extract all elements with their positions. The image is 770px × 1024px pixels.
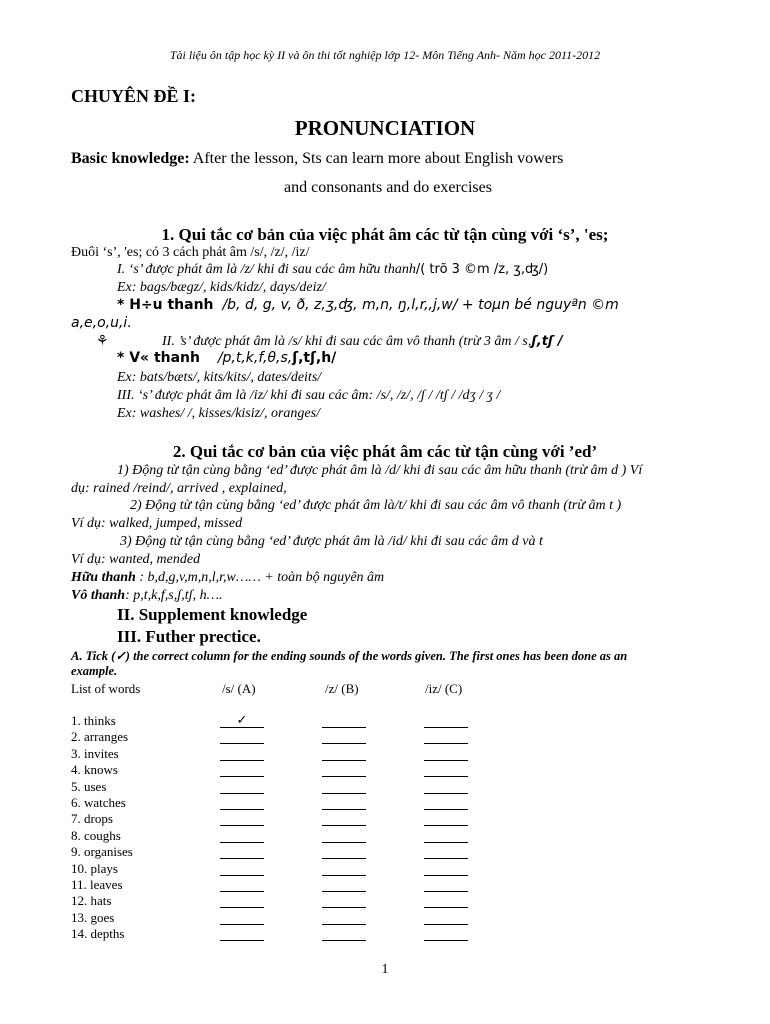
s1-rule-1-text: I. ‘s’ được phát âm là /z/ khi đi sau các âm hữu thanh [117, 262, 416, 277]
answer-blank-c[interactable] [424, 832, 468, 843]
word-item: 12. hats [71, 893, 112, 909]
answer-blank-b[interactable] [322, 815, 366, 826]
word-item: 4. knows [71, 762, 118, 778]
answer-blank-a[interactable] [220, 783, 264, 794]
word-item: 13. goes [71, 909, 115, 925]
voiceless-label: * V« thanh [117, 350, 200, 366]
s1-voiced-line [117, 297, 619, 313]
s1-example-2: Ex: bats/bæts/, kits/kits/, dates/deits/ [117, 370, 322, 385]
voiced-summary-label: Hữu thanh [71, 570, 136, 585]
answer-blank-a[interactable] [220, 766, 264, 777]
answer-blank-b[interactable] [322, 865, 366, 876]
answer-blank-c[interactable] [424, 815, 468, 826]
word-item: 14. depths [71, 926, 125, 942]
answer-blank-c[interactable] [424, 717, 468, 728]
answer-blank-c[interactable] [424, 733, 468, 744]
answer-blank-c[interactable] [424, 799, 468, 810]
voiced-list: /b, d, g, v, ð, z,ʒ,ʤ, m,n, ŋ,l,r,,j,w/ + toµn bé nguyªn ©m [222, 297, 619, 313]
voiceless-summary-text: : p,t,k,f,s,ʃ,tʃ, h…. [125, 588, 223, 603]
s2-rule-1a: 1) Động từ tận cùng bằng ‘ed’ được phát âm là /d/ khi đi sau các âm hữu thanh (trừ âm d ) Ví [117, 463, 643, 478]
voiced-label: * H÷u thanh [117, 297, 214, 313]
column-b-header: /z/ (B) [325, 681, 359, 696]
basic-text-1: After the lesson, Sts can learn more about English vowers [189, 150, 564, 167]
answer-blank-a[interactable] [220, 733, 264, 744]
answer-blank-b[interactable] [322, 832, 366, 843]
answer-blank-a[interactable] [220, 815, 264, 826]
answer-blank-a[interactable] [220, 848, 264, 859]
chapter-heading: CHUYÊN ĐỀ I: [71, 86, 197, 106]
s1-rule-1 [117, 262, 548, 278]
answer-blank-a[interactable] [220, 832, 264, 843]
voiced-summary-text: : b,d,g,v,m,n,l,r,w…… + toàn bộ nguyên âm [135, 570, 385, 585]
answer-blank-c[interactable] [424, 897, 468, 908]
answer-blank-b[interactable] [322, 750, 366, 761]
answer-blank-a[interactable] [220, 897, 264, 908]
practice-heading: III. Futher prectice. [117, 627, 261, 646]
s2-rule-2a: 2) Động từ tận cùng bằng ‘ed’ được phát âm là/t/ khi đi sau các âm vô thanh (trừ âm t ) [130, 498, 622, 513]
word-item: 2. arranges [71, 729, 129, 745]
word-item: 10. plays [71, 860, 118, 876]
answer-blank-c[interactable] [424, 930, 468, 941]
answer-blank-b[interactable] [322, 799, 366, 810]
answer-blank-c[interactable] [424, 750, 468, 761]
voiceless-summary [71, 588, 223, 604]
answer-blank-a[interactable] [220, 799, 264, 810]
voiceless-list-b: ʃ,tʃ,h/ [292, 350, 337, 366]
s1-rule-2-end: ʃ,tʃ / [531, 334, 563, 349]
word-item: 11. leaves [71, 877, 123, 892]
answer-blank-a[interactable] [220, 750, 264, 761]
word-item: 6. watches [71, 795, 126, 810]
basic-label: Basic knowledge: [71, 150, 190, 167]
page-number: 1 [381, 962, 389, 977]
answer-blank-c[interactable] [424, 848, 468, 859]
s1-voiceless-line [117, 350, 336, 366]
s1-example-3: Ex: washes/ /, kisses/kisiz/, oranges/ [117, 406, 320, 421]
voiceless-list: /p,t,k,f,θ,s, [217, 350, 293, 366]
answer-blank-a[interactable] [220, 930, 264, 941]
column-a-header: /s/ (A) [222, 681, 256, 696]
column-c-header: /iz/ (C) [425, 681, 463, 696]
word-item: 3. invites [71, 745, 119, 761]
s2-rule-2b: Ví dụ: walked, jumped, missed [71, 516, 243, 531]
answer-blank-c[interactable] [424, 783, 468, 794]
s1-rule-2 [162, 334, 563, 350]
s1-example-1: Ex: bags/bægz/, kids/kidz/, days/deiz/ [117, 280, 326, 295]
answer-blank-c[interactable] [424, 865, 468, 876]
answer-blank-a[interactable] [220, 914, 264, 925]
answer-blank-b[interactable] [322, 881, 366, 892]
s2-rule-1b: dụ: rained /reind/, arrived , explained, [71, 481, 287, 496]
s2-rule-3b: Ví dụ: wanted, mended [71, 552, 201, 567]
basic-text-2: and consonants and do exercises [284, 179, 492, 196]
answer-blank-a[interactable] [220, 712, 264, 728]
answer-blank-a[interactable] [220, 865, 264, 876]
word-item: 1. thinks [71, 713, 116, 728]
s1-rule-1-exception: /( trõ 3 ©m /z, ʒ,ʤ/) [415, 262, 549, 277]
word-item: 7. drops [71, 811, 113, 827]
word-item: 8. coughs [71, 827, 121, 843]
s1-vowels: a,e,o,u,i. [71, 315, 132, 331]
section-1-heading: 1. Qui tắc cơ bản của việc phát âm các từ tận cùng với ‘s’, 'es; [161, 225, 609, 244]
bullet-icon: ⚘ [96, 334, 109, 349]
answer-blank-a[interactable] [220, 881, 264, 892]
answer-blank-b[interactable] [322, 897, 366, 908]
column-list-header: List of words [71, 681, 141, 696]
checkmark-icon: ✓ [236, 712, 248, 727]
answer-blank-b[interactable] [322, 848, 366, 859]
page-header: Tài liệu ôn tập học kỳ II và ôn thi tốt nghiệp lớp 12- Môn Tiếng Anh- Năm học 2011-2012 [169, 48, 601, 62]
exercise-a-instruction-2: example. [71, 664, 118, 678]
word-item: 5. uses [71, 778, 107, 794]
s1-intro: Đuôi ‘s’, 'es; có 3 cách phát âm /s/, /z/, /iz/ [71, 245, 310, 260]
answer-blank-b[interactable] [322, 914, 366, 925]
voiceless-summary-label: Vô thanh [71, 588, 126, 603]
answer-blank-b[interactable] [322, 930, 366, 941]
voiced-summary [71, 570, 384, 586]
supplement-heading: II. Supplement knowledge [117, 605, 308, 624]
answer-blank-b[interactable] [322, 717, 366, 728]
section-2-heading: 2. Qui tắc cơ bản của việc phát âm các từ tận cùng với ’ed’ [172, 442, 598, 461]
s2-rule-3a: 3) Động từ tận cùng bằng ‘ed’ được phát âm là /id/ khi đi sau các âm d và t [120, 534, 543, 549]
s1-rule-2-text: II. ’s’ được phát âm là /s/ khi đi sau các âm vô thanh (trừ 3 âm / s, [162, 334, 532, 349]
page-title: PRONUNCIATION [294, 116, 476, 140]
answer-blank-c[interactable] [424, 766, 468, 777]
basic-knowledge [71, 150, 563, 168]
answer-blank-b[interactable] [322, 733, 366, 744]
answer-blank-b[interactable] [322, 783, 366, 794]
answer-blank-c[interactable] [424, 881, 468, 892]
answer-blank-c[interactable] [424, 914, 468, 925]
word-item: 9. organises [71, 844, 133, 860]
s1-rule-3: III. ‘s’ được phát âm là /iz/ khi đi sau các âm: /s/, /z/, /ʃ / /tʃ / /dʒ / ʒ / [117, 388, 501, 403]
answer-blank-b[interactable] [322, 766, 366, 777]
exercise-a-instruction: A. Tick (✓) the correct column for the ending sounds of the words given. The first ones has been done as an [71, 649, 628, 663]
